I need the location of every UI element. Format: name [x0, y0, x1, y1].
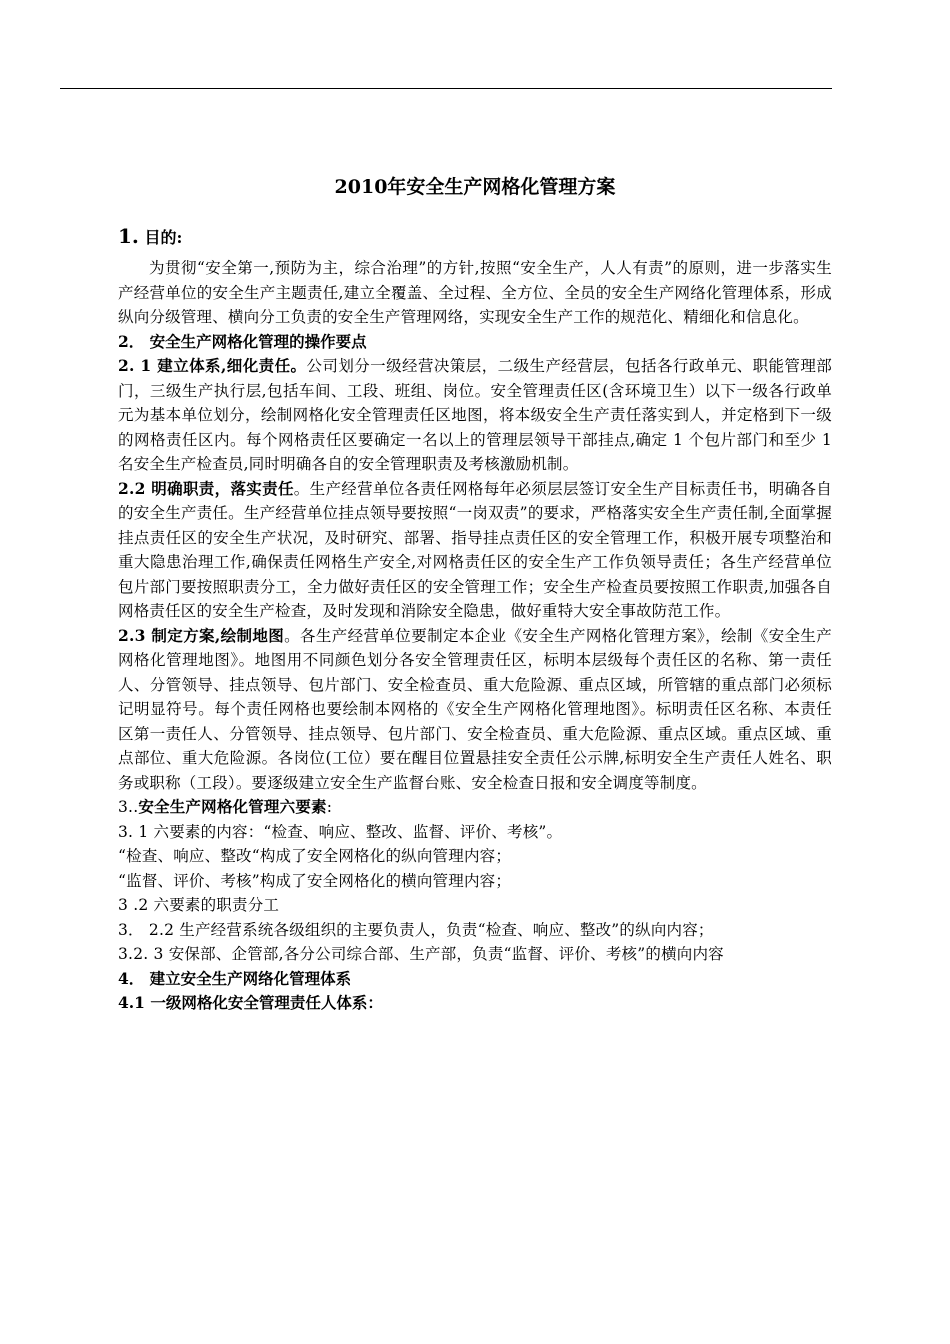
section-3-1-vertical-line: “检查、响应、整改“构成了安全网格化的纵向管理内容； [118, 847, 512, 865]
section-4-1-heading: 4.1 一级网格化安全管理责任人体系： [118, 993, 383, 1012]
header-rule [60, 88, 832, 89]
section-2-2-lead: 2.2 明确职责，落实责任 [118, 478, 294, 498]
section-1-title: 目的: [138, 228, 183, 247]
section-3-1-horizontal-line: “监督、评价、考核”构成了安全网格化的横向管理内容； [118, 871, 512, 890]
section-4-heading: 4． 建立安全生产网络化管理体系 [118, 968, 352, 988]
section-3-2-line: 3 .2 六要素的职责分工 [118, 896, 280, 914]
section-1-heading [118, 218, 832, 256]
section-3-2-3-paragraph: 3.2. 3 安保部、企管部,各分公司综合部、生产部，负责“监督、评价、考核”的横向内容 [118, 945, 724, 963]
section-2-2-paragraph [118, 477, 832, 624]
section-3-prefix: 3.. [118, 798, 139, 816]
section-3-colon: : [326, 798, 333, 816]
section-3-heading [118, 795, 832, 820]
document-title: 2010年安全生产网格化管理方案 [334, 176, 616, 198]
section-2-3-lead: 2.3 制定方案,绘制地图 [118, 625, 285, 645]
section-2-3-paragraph [118, 624, 832, 796]
section-2-1-lead: 2. 1 建立体系,细化责任。 [118, 356, 307, 375]
section-2-1-paragraph [118, 354, 832, 477]
section-2-2-body: 。生产经营单位各责任网格每年必须层层签订安全生产目标责任书，明确各自的安全生产责任。生产经营单位挂点领导要按照“一岗双责”的要求，严格落实安全生产责任制,全面掌握挂点责任区的安全生产状况，及时研究、部署、指导挂点责任区的安全管理工作，积极开展专项整治和重大隐患治理工作,确保责任网格生产安全,对网格责任区的安全生产工作负领导责任；各生产经营单位包片部门要按照职责分工，全力做好责任区的安全管理工作；安全生产检查员要按照工作职责,加强各自网格责任区的安全生产检查，及时发现和消除安全隐患，做好重特大安全事故防范工作。 [118, 479, 832, 620]
section-3-2-2-paragraph: 3． 2.2 生产经营系统各级组织的主要负责人，负责“检查、响应、整改”的纵向内容； [118, 920, 714, 939]
section-2-3-body: 。各生产经营单位要制定本企业《安全生产网格化管理方案》，绘制《安全生产网格化管理地图》。地图用不同颜色划分各安全管理责任区，标明本层级每个责任区的名称、第一责任人、分管领导、挂点领导、包片部门、安全检查员、重大危险源、重点区域，所管辖的重点部门必须标记明显符号。每个责任网格也要绘制本网格的《安全生产网格化管理地图》。标明责任区名称、本责任区第一责任人、分管领导、挂点领导、包片部门、安全检查员、重大危险源、重点区域。重点区域、重点部位、重大危险源。各岗位(工位）要在醒目位置悬挂安全责任公示牌,标明安全生产责任人姓名、职务或职称（工段）。要逐级建立安全生产监督台账、安全检查日报和安全调度等制度。 [118, 626, 832, 792]
section-3-1-line: 3. 1 六要素的内容：“检查、响应、整改、监督、评价、考核”。 [118, 822, 563, 841]
section-2-1-body: 公司划分一级经营决策层，二级生产经营层，包括各行政单元、职能管理部门，三级生产执行层,包括车间、工段、班组、岗位。安全管理责任区(含环境卫生）以下一级各行政单元为基本单位划分，绘制网格化安全管理责任区地图，将本级安全生产责任落实到人，并定格到下一级的网格责任区内。每个网格责任区要确定一名以上的管理层领导干部挂点,确定 1 个包片部门和至少 1 名安全生产检查员,同时明确各自的安全管理职责及考核激励机制。 [118, 357, 832, 473]
section-2-heading: 2． 安全生产网格化管理的操作要点 [118, 331, 367, 351]
section-3-title: 安全生产网格化管理六要素 [138, 797, 327, 816]
document-body [118, 170, 832, 1016]
section-1-number: 1. [118, 224, 139, 248]
section-1-paragraph: 为贯彻“安全第一,预防为主，综合治理”的方针,按照“安全生产，人人有责”的原则，进一步落实生产经营单位的安全生产主题责任,建立全覆盖、全过程、全方位、全员的安全生产网络化管理体系，形成纵向分级管理、横向分工负责的安全生产管理网络，实现安全生产工作的规范化、精细化和信息化。 [118, 259, 832, 326]
